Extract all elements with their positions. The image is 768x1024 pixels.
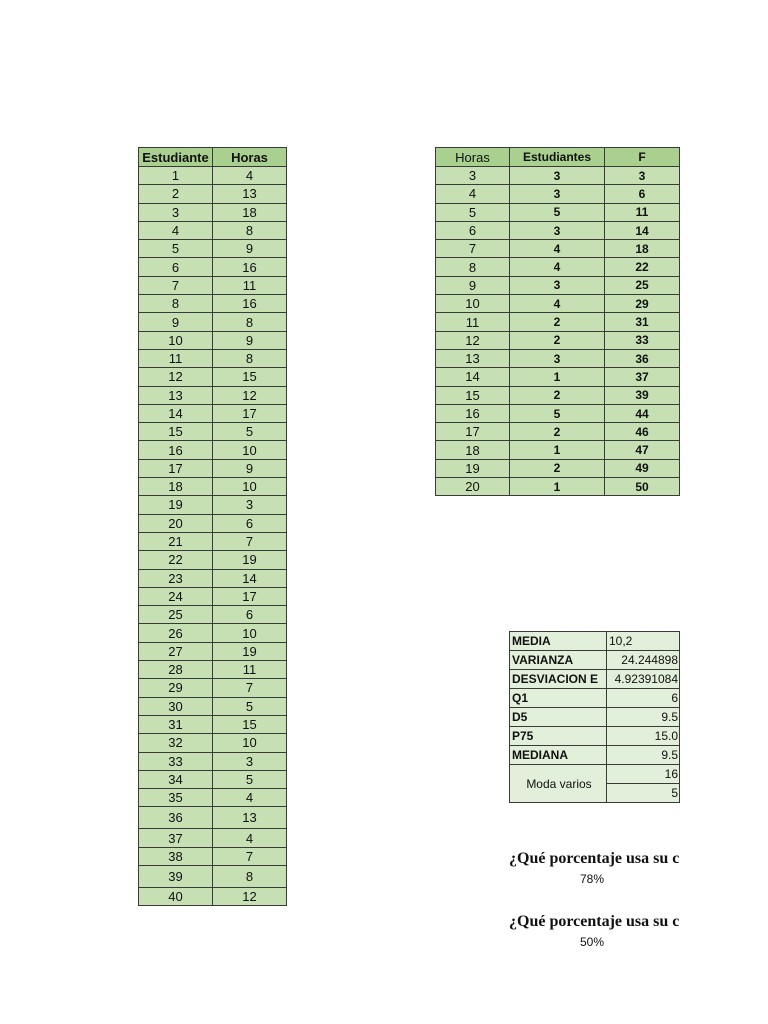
cell-horas: 13: [436, 349, 510, 367]
cell-estudiante: 12: [139, 368, 213, 386]
table-row: [139, 240, 287, 258]
answer-1: 78%: [579, 872, 605, 886]
table-row: [139, 276, 287, 294]
cell-estudiante: 8: [139, 295, 213, 313]
cell-horas: 15: [213, 368, 287, 386]
table-row: [436, 368, 680, 386]
cell-f: 29: [605, 295, 680, 313]
table-row: [139, 551, 287, 569]
cell-estudiante: 38: [139, 847, 213, 865]
header-horas: Horas: [213, 148, 287, 167]
cell-horas: 16: [436, 404, 510, 422]
cell-f: 39: [605, 386, 680, 404]
table-row: [139, 459, 287, 477]
table-row: [436, 349, 680, 367]
stat-row: [510, 746, 680, 765]
table-row: [436, 423, 680, 441]
cell-horas: 4: [213, 167, 287, 185]
cell-estudiantes: 2: [510, 331, 605, 349]
table-row: [139, 221, 287, 239]
cell-f: 31: [605, 313, 680, 331]
table-row: [139, 532, 287, 550]
table-row: [436, 258, 680, 276]
table-row: [139, 167, 287, 185]
cell-horas: 13: [213, 807, 287, 829]
stat-label: VARIANZA: [510, 651, 607, 670]
cell-horas: 10: [213, 624, 287, 642]
cell-horas: 4: [213, 789, 287, 807]
stat-value: 24.244898: [607, 651, 680, 670]
cell-estudiante: 7: [139, 276, 213, 294]
table-row: [139, 258, 287, 276]
header-estudiantes: Estudiantes: [510, 148, 605, 167]
table-row: [139, 606, 287, 624]
cell-horas: 4: [213, 829, 287, 847]
cell-estudiantes: 3: [510, 276, 605, 294]
table-row: [139, 807, 287, 829]
cell-f: 22: [605, 258, 680, 276]
cell-horas: 7: [213, 679, 287, 697]
statistics-table: [509, 631, 680, 803]
cell-f: 37: [605, 368, 680, 386]
cell-f: 33: [605, 331, 680, 349]
cell-f: 11: [605, 203, 680, 221]
table-row: [139, 496, 287, 514]
cell-estudiante: 27: [139, 642, 213, 660]
cell-estudiante: 39: [139, 865, 213, 887]
stat-label: P75: [510, 727, 607, 746]
cell-horas: 8: [213, 221, 287, 239]
cell-estudiante: 22: [139, 551, 213, 569]
cell-estudiantes: 3: [510, 185, 605, 203]
cell-horas: 12: [213, 887, 287, 905]
cell-estudiante: 21: [139, 532, 213, 550]
table-row: [436, 221, 680, 239]
table-row: [139, 734, 287, 752]
cell-f: 46: [605, 423, 680, 441]
question-2: ¿Qué porcentaje usa su c: [509, 913, 680, 930]
cell-estudiantes: 2: [510, 423, 605, 441]
cell-horas: 19: [436, 459, 510, 477]
cell-estudiantes: 4: [510, 240, 605, 258]
cell-horas: 19: [213, 551, 287, 569]
header-f: F: [605, 148, 680, 167]
table-row: [436, 167, 680, 185]
cell-estudiante: 28: [139, 661, 213, 679]
cell-horas: 7: [213, 532, 287, 550]
cell-estudiantes: 4: [510, 295, 605, 313]
table-row: [139, 368, 287, 386]
stat-row: [510, 670, 680, 689]
header-horas: Horas: [436, 148, 510, 167]
cell-estudiante: 31: [139, 715, 213, 733]
cell-horas: 10: [436, 295, 510, 313]
cell-estudiantes: 2: [510, 313, 605, 331]
stat-row: [510, 689, 680, 708]
table-row: [436, 386, 680, 404]
cell-estudiante: 9: [139, 313, 213, 331]
moda-label: Moda varios: [510, 765, 607, 803]
cell-horas: 3: [213, 496, 287, 514]
cell-estudiante: 17: [139, 459, 213, 477]
student-hours-table: [138, 147, 287, 906]
cell-estudiantes: 5: [510, 404, 605, 422]
table-row: [139, 478, 287, 496]
cell-estudiantes: 1: [510, 441, 605, 459]
moda-value: 16: [607, 765, 680, 784]
frequency-table: [435, 147, 680, 496]
table-row: [436, 240, 680, 258]
cell-f: 47: [605, 441, 680, 459]
table-row: [139, 829, 287, 847]
cell-horas: 8: [213, 865, 287, 887]
cell-estudiante: 13: [139, 386, 213, 404]
cell-estudiante: 30: [139, 697, 213, 715]
cell-horas: 9: [436, 276, 510, 294]
table-row: [436, 478, 680, 496]
cell-f: 14: [605, 221, 680, 239]
question-1: ¿Qué porcentaje usa su c: [509, 850, 680, 867]
table-row: [139, 865, 287, 887]
table-row: [139, 295, 287, 313]
table-row: [139, 386, 287, 404]
cell-estudiantes: 3: [510, 349, 605, 367]
table-row: [139, 887, 287, 905]
stat-label: MEDIA: [510, 632, 607, 651]
cell-estudiantes: 3: [510, 221, 605, 239]
cell-estudiante: 32: [139, 734, 213, 752]
cell-horas: 10: [213, 478, 287, 496]
cell-estudiante: 29: [139, 679, 213, 697]
stat-value: 15.0: [607, 727, 680, 746]
cell-horas: 19: [213, 642, 287, 660]
table-header-row: [436, 148, 680, 167]
table-row: [139, 661, 287, 679]
table-row: [139, 185, 287, 203]
cell-horas: 15: [213, 715, 287, 733]
table-row: [436, 276, 680, 294]
cell-estudiante: 11: [139, 349, 213, 367]
cell-estudiante: 40: [139, 887, 213, 905]
cell-estudiante: 3: [139, 203, 213, 221]
stat-row: [510, 651, 680, 670]
cell-estudiantes: 1: [510, 368, 605, 386]
stat-value: 6: [607, 689, 680, 708]
stat-row: [510, 727, 680, 746]
table-row: [139, 331, 287, 349]
cell-horas: 18: [436, 441, 510, 459]
table-row: [139, 569, 287, 587]
table-row: [139, 642, 287, 660]
stat-row: [510, 708, 680, 727]
cell-horas: 11: [436, 313, 510, 331]
table-row: [436, 203, 680, 221]
cell-horas: 6: [436, 221, 510, 239]
cell-estudiantes: 3: [510, 167, 605, 185]
cell-estudiante: 36: [139, 807, 213, 829]
cell-horas: 13: [213, 185, 287, 203]
cell-f: 18: [605, 240, 680, 258]
cell-estudiantes: 4: [510, 258, 605, 276]
cell-horas: 17: [213, 587, 287, 605]
table-row: [139, 441, 287, 459]
cell-horas: 5: [213, 697, 287, 715]
cell-horas: 9: [213, 331, 287, 349]
stat-value: 9.5: [607, 746, 680, 765]
cell-horas: 14: [213, 569, 287, 587]
table-row: [436, 459, 680, 477]
cell-estudiante: 24: [139, 587, 213, 605]
cell-estudiante: 16: [139, 441, 213, 459]
cell-horas: 9: [213, 240, 287, 258]
moda-row: [510, 765, 680, 784]
cell-horas: 5: [213, 423, 287, 441]
cell-estudiante: 1: [139, 167, 213, 185]
table-row: [139, 587, 287, 605]
table-row: [139, 514, 287, 532]
table-row: [139, 313, 287, 331]
cell-horas: 11: [213, 661, 287, 679]
cell-horas: 17: [213, 404, 287, 422]
table-row: [139, 789, 287, 807]
cell-horas: 12: [213, 386, 287, 404]
cell-horas: 16: [213, 258, 287, 276]
cell-horas: 5: [436, 203, 510, 221]
table-row: [436, 331, 680, 349]
cell-horas: 18: [213, 203, 287, 221]
header-estudiante: Estudiante: [139, 148, 213, 167]
table-row: [139, 697, 287, 715]
stat-label: Q1: [510, 689, 607, 708]
cell-f: 49: [605, 459, 680, 477]
cell-estudiante: 26: [139, 624, 213, 642]
table-row: [436, 404, 680, 422]
cell-estudiante: 5: [139, 240, 213, 258]
cell-estudiante: 18: [139, 478, 213, 496]
answer-2: 50%: [579, 935, 605, 949]
cell-estudiante: 4: [139, 221, 213, 239]
cell-estudiante: 25: [139, 606, 213, 624]
cell-estudiante: 33: [139, 752, 213, 770]
cell-estudiante: 2: [139, 185, 213, 203]
cell-horas: 6: [213, 514, 287, 532]
cell-estudiante: 23: [139, 569, 213, 587]
cell-horas: 12: [436, 331, 510, 349]
cell-estudiante: 35: [139, 789, 213, 807]
cell-estudiante: 6: [139, 258, 213, 276]
table-row: [139, 715, 287, 733]
cell-horas: 3: [213, 752, 287, 770]
cell-estudiante: 20: [139, 514, 213, 532]
cell-horas: 16: [213, 295, 287, 313]
table-row: [139, 624, 287, 642]
cell-horas: 7: [213, 847, 287, 865]
cell-f: 36: [605, 349, 680, 367]
table-row: [139, 679, 287, 697]
cell-f: 3: [605, 167, 680, 185]
cell-horas: 5: [213, 770, 287, 788]
cell-estudiante: 10: [139, 331, 213, 349]
cell-horas: 11: [213, 276, 287, 294]
cell-estudiantes: 5: [510, 203, 605, 221]
cell-horas: 8: [436, 258, 510, 276]
cell-f: 50: [605, 478, 680, 496]
table-row: [139, 847, 287, 865]
cell-horas: 10: [213, 734, 287, 752]
cell-estudiante: 34: [139, 770, 213, 788]
cell-horas: 15: [436, 386, 510, 404]
table-header-row: [139, 148, 287, 167]
cell-horas: 10: [213, 441, 287, 459]
cell-estudiantes: 1: [510, 478, 605, 496]
cell-estudiante: 19: [139, 496, 213, 514]
stat-value: 9.5: [607, 708, 680, 727]
cell-estudiante: 15: [139, 423, 213, 441]
stat-label: DESVIACION E: [510, 670, 607, 689]
cell-estudiantes: 2: [510, 386, 605, 404]
cell-horas: 17: [436, 423, 510, 441]
stat-label: MEDIANA: [510, 746, 607, 765]
table-row: [436, 185, 680, 203]
table-row: [139, 203, 287, 221]
moda-value: 5: [607, 784, 680, 803]
table-row: [139, 423, 287, 441]
cell-f: 6: [605, 185, 680, 203]
table-row: [436, 441, 680, 459]
cell-horas: 8: [213, 349, 287, 367]
stat-label: D5: [510, 708, 607, 727]
cell-horas: 7: [436, 240, 510, 258]
cell-horas: 9: [213, 459, 287, 477]
stat-row: [510, 632, 680, 651]
table-row: [139, 770, 287, 788]
cell-estudiante: 14: [139, 404, 213, 422]
table-row: [139, 349, 287, 367]
table-row: [139, 752, 287, 770]
cell-horas: 14: [436, 368, 510, 386]
table-row: [436, 313, 680, 331]
cell-estudiantes: 2: [510, 459, 605, 477]
cell-estudiante: 37: [139, 829, 213, 847]
cell-f: 44: [605, 404, 680, 422]
cell-horas: 6: [213, 606, 287, 624]
table-row: [139, 404, 287, 422]
cell-horas: 20: [436, 478, 510, 496]
stat-value: 4.92391084: [607, 670, 680, 689]
cell-horas: 8: [213, 313, 287, 331]
table-row: [436, 295, 680, 313]
cell-horas: 4: [436, 185, 510, 203]
stat-value: 10,2: [607, 632, 680, 651]
cell-f: 25: [605, 276, 680, 294]
cell-horas: 3: [436, 167, 510, 185]
